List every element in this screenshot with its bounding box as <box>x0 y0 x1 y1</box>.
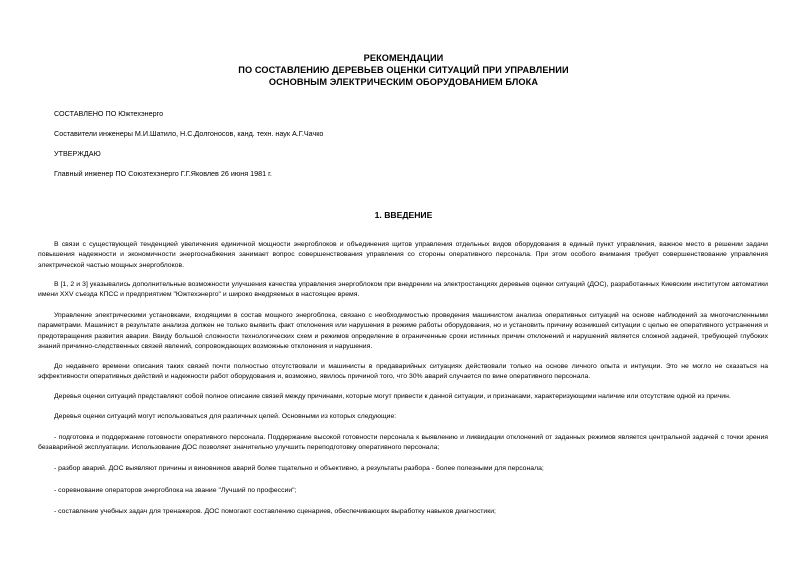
list-item: - подготовка и поддержание готовности оперативного персонала. Поддержание высокой готовности персонала к выявлению и ликвидации отклонений от заданных режимов является центральной задачей с точки зрения безаварийной эксплуатации. Использование ДОС позволяет значительно улучшить переподготовку оперативного персонала; <box>38 434 768 452</box>
paragraph: В связи с существующей тенденцией увеличения единичной мощности энергоблоков и объединения щитов управления отдельных видов оборудования в единый пункт управления, важное место в решении задачи повышения надежности и экономичности энергоснабжения занимает вопрос совершенствования управления со стороны оперативного персонала. При этом особого внимания требует совершенствование управления электрической частью мощных энергоблоков. <box>38 241 768 269</box>
title-line: РЕКОМЕНДАЦИИ <box>363 53 444 63</box>
title-line: ОСНОВНЫМ ЭЛЕКТРИЧЕСКИМ ОБОРУДОВАНИЕМ БЛОКА <box>268 77 539 87</box>
list-item: - составление учебных задач для тренажеров. ДОС помогают составлению сценариев, обеспечивающих выработку навыков диагностики; <box>54 508 496 515</box>
list-item: - соревнование операторов энергоблока на звание "Лучший по профессии"; <box>54 487 297 494</box>
paragraph: Деревья оценки ситуаций представляют собой полное описание связей между причинами, которые могут привести к данной ситуации, и признаками, характеризующими наличие или отсутствие одной из причин. <box>54 393 731 400</box>
approver: Главный инженер ПО Союзтехэнерго Г.Г.Яковлев 26 июня 1981 г. <box>54 169 272 178</box>
paragraph: Деревья оценки ситуаций могут использоваться для различных целей. Основными из которых следующие: <box>54 413 397 420</box>
paragraph: До недавнего времени описания таких связей почти полностью отсутствовали и машинисты в предаварийных ситуациях действовали только на основе личного опыта и интуиции. Это не могло не сказаться на эффективности оперативных действий и надежности работ оборудования и, возможно, явилось причиной того, что 30% аварий случается по вине оперативного персонала. <box>38 363 768 381</box>
compiled-by: СОСТАВЛЕНО ПО Южтехэнерго <box>54 109 164 118</box>
section-heading: 1. ВВЕДЕНИЕ <box>374 210 433 220</box>
list-item: - разбор аварий. ДОС выявляют причины и виновников аварий более тщательно и объективно, а результаты разбора - более полезными для персонала; <box>54 465 544 472</box>
approval-label: УТВЕРЖДАЮ <box>54 149 101 158</box>
paragraph: Управление электрическими установками, входящими в состав мощного энергоблока, связано с необходимостью проведения машинистом анализа оперативных ситуаций на основе наблюдений за многочисленными параметрами. Машинист в результате анализа должен не только выявить факт отклонения или нарушения в режиме работы оборудования, но и установить причину возникшей ситуации с целью ее оперативного устранения и предотвращения развития аварии. Ввиду большой сложности технологических схем и режимов определение в ограниченные сроки истинных причин отклонений и нарушений является сложной задачей, требующей глубоких знаний причинно-следственных связей явлений, сопровождающих возможные отклонения и нарушения. <box>38 312 768 350</box>
compilers: Составители инженеры М.И.Шатило, Н.С.Долгоносов, канд. техн. наук А.Г.Чачко <box>54 129 324 138</box>
title-line: ПО СОСТАВЛЕНИЮ ДЕРЕВЬЕВ ОЦЕНКИ СИТУАЦИЙ ПРИ УПРАВЛЕНИИ <box>238 65 569 75</box>
document-title <box>0 52 807 88</box>
paragraph: В [1, 2 и 3] указывались дополнительные возможности улучшения качества управления энергоблоком при внедрении на электростанциях деревьев оценки ситуаций (ДОС), разработанных Киевским институтом автоматики имени XXV съезда КПСС и предприятием "Южтехэнерго" и широко внедряемых в настоящее время. <box>38 281 768 299</box>
